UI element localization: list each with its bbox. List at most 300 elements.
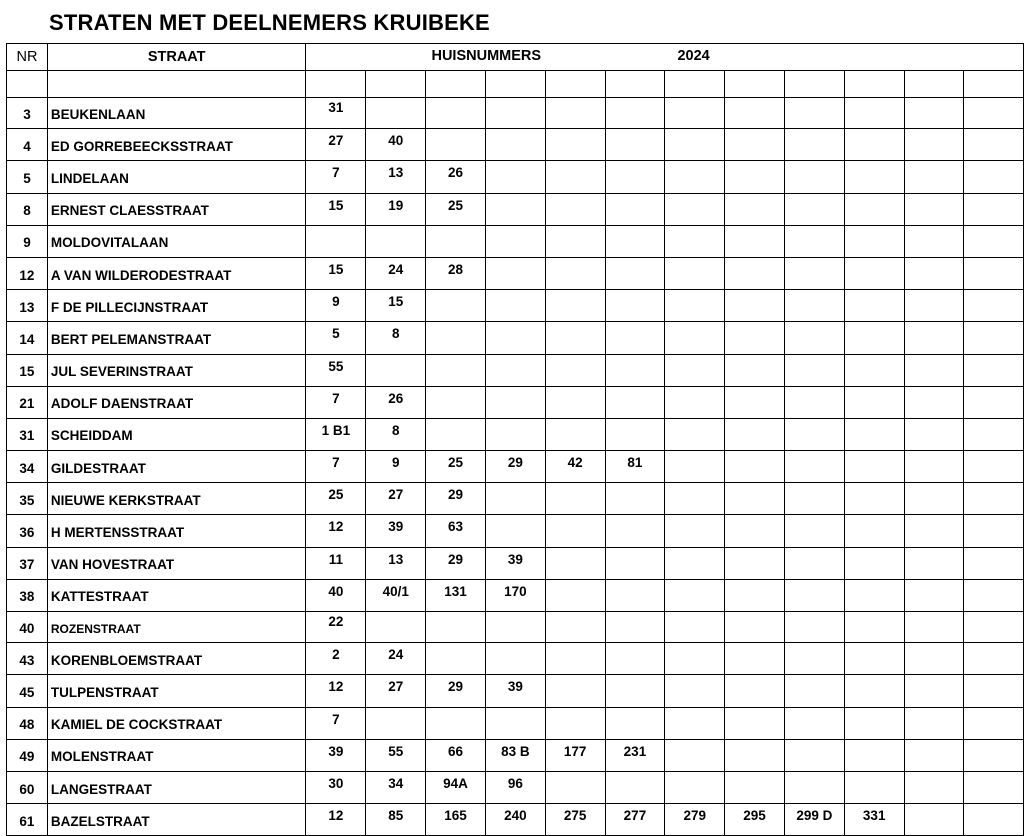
house-number-cell: 27	[366, 675, 426, 707]
house-number-cell	[844, 290, 904, 322]
house-number-cell	[665, 483, 725, 515]
house-number-cell	[545, 225, 605, 257]
house-number-cell: 299 D	[784, 804, 844, 836]
house-number-cell	[725, 547, 785, 579]
house-number-cell: 94A	[426, 771, 486, 803]
blank-cell	[545, 71, 605, 98]
house-number-cell	[844, 612, 904, 643]
house-number-cell: 24	[366, 643, 426, 675]
house-number-cell	[844, 322, 904, 354]
house-number-cell: 66	[426, 739, 486, 771]
house-number-cell	[605, 418, 665, 450]
house-number-cell	[725, 98, 785, 129]
row-nr: 37	[7, 547, 48, 579]
house-number-cell	[545, 322, 605, 354]
house-number-cell: 12	[306, 515, 366, 547]
house-number-cell	[904, 739, 964, 771]
house-number-cell	[784, 483, 844, 515]
row-nr: 34	[7, 451, 48, 483]
row-straat: ROZENSTRAAT	[47, 612, 306, 643]
blank-cell	[904, 71, 964, 98]
house-number-cell	[545, 290, 605, 322]
house-number-cell	[964, 707, 1024, 739]
blank-cell	[485, 71, 545, 98]
house-number-cell	[485, 707, 545, 739]
house-number-cell: 28	[426, 257, 486, 289]
house-number-cell: 2	[306, 643, 366, 675]
house-number-cell: 7	[306, 451, 366, 483]
row-straat: LANGESTRAAT	[47, 771, 306, 803]
house-number-cell	[725, 483, 785, 515]
house-number-cell: 27	[366, 483, 426, 515]
house-number-cell	[545, 129, 605, 161]
house-number-cell	[844, 739, 904, 771]
house-number-cell	[844, 707, 904, 739]
house-number-cell: 39	[485, 675, 545, 707]
house-number-cell	[665, 161, 725, 193]
house-number-cell	[904, 547, 964, 579]
row-straat: ERNEST CLAESSTRAAT	[47, 193, 306, 225]
house-number-cell	[784, 290, 844, 322]
streets-table	[6, 43, 1024, 836]
house-number-cell	[725, 386, 785, 418]
row-straat: MOLDOVITALAAN	[47, 225, 306, 257]
house-number-cell: 15	[306, 193, 366, 225]
house-number-cell	[904, 418, 964, 450]
house-number-cell	[545, 515, 605, 547]
row-straat: F DE PILLECIJNSTRAAT	[47, 290, 306, 322]
house-number-cell	[665, 771, 725, 803]
house-number-cell	[485, 225, 545, 257]
house-number-cell: 30	[306, 771, 366, 803]
house-number-cell	[545, 675, 605, 707]
house-number-cell	[784, 161, 844, 193]
house-number-cell	[904, 707, 964, 739]
row-straat: TULPENSTRAAT	[47, 675, 306, 707]
house-number-cell	[725, 418, 785, 450]
house-number-cell	[725, 354, 785, 386]
house-number-cell	[545, 483, 605, 515]
house-number-cell: 279	[665, 804, 725, 836]
row-straat: KORENBLOEMSTRAAT	[47, 643, 306, 675]
house-number-cell	[545, 547, 605, 579]
house-number-cell	[485, 483, 545, 515]
house-number-cell	[665, 225, 725, 257]
house-number-cell	[426, 290, 486, 322]
house-number-cell	[545, 354, 605, 386]
row-straat: VAN HOVESTRAAT	[47, 547, 306, 579]
house-number-cell	[426, 98, 486, 129]
row-nr: 13	[7, 290, 48, 322]
house-number-cell	[605, 515, 665, 547]
house-number-cell	[665, 451, 725, 483]
table-row	[7, 771, 1024, 803]
house-number-cell: 83 B	[485, 739, 545, 771]
house-number-cell	[725, 643, 785, 675]
house-number-cell	[844, 579, 904, 611]
house-number-cell	[605, 386, 665, 418]
house-number-cell	[605, 290, 665, 322]
house-number-cell	[904, 804, 964, 836]
house-number-cell: 331	[844, 804, 904, 836]
house-number-cell	[904, 322, 964, 354]
house-number-cell	[545, 643, 605, 675]
house-number-cell	[904, 675, 964, 707]
house-number-cell	[844, 386, 904, 418]
row-straat: ADOLF DAENSTRAAT	[47, 386, 306, 418]
house-number-cell	[964, 739, 1024, 771]
house-number-cell	[784, 418, 844, 450]
house-number-cell	[725, 129, 785, 161]
house-number-cell: 12	[306, 804, 366, 836]
table-row	[7, 515, 1024, 547]
house-number-cell	[844, 451, 904, 483]
table-row	[7, 354, 1024, 386]
house-number-cell	[665, 643, 725, 675]
house-number-cell	[545, 161, 605, 193]
page-title: STRATEN MET DEELNEMERS KRUIBEKE	[49, 10, 490, 35]
house-number-cell	[964, 98, 1024, 129]
blank-cell	[47, 71, 306, 98]
blank-cell	[964, 71, 1024, 98]
house-number-cell	[844, 257, 904, 289]
header-nr: NR	[7, 44, 48, 71]
table-row	[7, 225, 1024, 257]
house-number-cell	[844, 643, 904, 675]
house-number-cell	[605, 675, 665, 707]
house-number-cell	[545, 579, 605, 611]
house-number-cell	[964, 612, 1024, 643]
house-number-cell: 7	[306, 386, 366, 418]
row-straat: BEUKENLAAN	[47, 98, 306, 129]
house-number-cell	[545, 707, 605, 739]
house-number-cell	[545, 771, 605, 803]
header-row	[7, 44, 1024, 71]
house-number-cell	[725, 193, 785, 225]
house-number-cell	[784, 98, 844, 129]
house-number-cell	[485, 290, 545, 322]
house-number-cell	[844, 161, 904, 193]
row-straat: KATTESTRAAT	[47, 579, 306, 611]
house-number-cell	[844, 418, 904, 450]
house-number-cell	[904, 257, 964, 289]
table-row	[7, 643, 1024, 675]
row-nr: 43	[7, 643, 48, 675]
house-number-cell	[964, 322, 1024, 354]
house-number-cell: 40	[366, 129, 426, 161]
house-number-cell	[964, 193, 1024, 225]
header-year: 2024	[677, 48, 710, 64]
house-number-cell	[964, 451, 1024, 483]
house-number-cell	[725, 225, 785, 257]
row-straat: BAZELSTRAAT	[47, 804, 306, 836]
house-number-cell: 29	[426, 547, 486, 579]
house-number-cell: 40/1	[366, 579, 426, 611]
house-number-cell: 39	[366, 515, 426, 547]
house-number-cell	[485, 193, 545, 225]
house-number-cell: 277	[605, 804, 665, 836]
table-row	[7, 322, 1024, 354]
house-number-cell: 42	[545, 451, 605, 483]
house-number-cell	[426, 612, 486, 643]
house-number-cell	[366, 707, 426, 739]
row-straat: KAMIEL DE COCKSTRAAT	[47, 707, 306, 739]
house-number-cell: 7	[306, 161, 366, 193]
house-number-cell	[426, 354, 486, 386]
row-nr: 36	[7, 515, 48, 547]
house-number-cell	[665, 579, 725, 611]
row-nr: 31	[7, 418, 48, 450]
house-number-cell	[485, 643, 545, 675]
house-number-cell	[545, 193, 605, 225]
house-number-cell	[665, 354, 725, 386]
house-number-cell	[485, 418, 545, 450]
row-nr: 35	[7, 483, 48, 515]
house-number-cell	[784, 739, 844, 771]
row-nr: 40	[7, 612, 48, 643]
header-straat: STRAAT	[47, 44, 306, 71]
house-number-cell	[366, 225, 426, 257]
row-nr: 21	[7, 386, 48, 418]
house-number-cell	[964, 675, 1024, 707]
table-row	[7, 483, 1024, 515]
house-number-cell	[904, 193, 964, 225]
house-number-cell	[844, 515, 904, 547]
house-number-cell	[904, 225, 964, 257]
row-nr: 38	[7, 579, 48, 611]
blank-cell	[605, 71, 665, 98]
house-number-cell	[665, 675, 725, 707]
house-number-cell	[725, 612, 785, 643]
table-row	[7, 451, 1024, 483]
house-number-cell: 40	[306, 579, 366, 611]
house-number-cell	[964, 225, 1024, 257]
house-number-cell	[725, 322, 785, 354]
row-nr: 12	[7, 257, 48, 289]
house-number-cell	[366, 98, 426, 129]
house-number-cell: 63	[426, 515, 486, 547]
house-number-cell	[665, 193, 725, 225]
house-number-cell	[784, 322, 844, 354]
house-number-cell: 31	[306, 98, 366, 129]
house-number-cell	[485, 129, 545, 161]
house-number-cell	[964, 643, 1024, 675]
house-number-cell	[784, 612, 844, 643]
house-number-cell	[844, 771, 904, 803]
house-number-cell	[426, 707, 486, 739]
table-row	[7, 257, 1024, 289]
house-number-cell	[964, 257, 1024, 289]
house-number-cell	[605, 193, 665, 225]
house-number-cell: 81	[605, 451, 665, 483]
house-number-cell	[964, 386, 1024, 418]
house-number-cell	[784, 451, 844, 483]
house-number-cell	[844, 98, 904, 129]
house-number-cell	[426, 322, 486, 354]
house-number-cell	[904, 483, 964, 515]
blank-cell	[844, 71, 904, 98]
house-number-cell	[904, 161, 964, 193]
house-number-cell: 177	[545, 739, 605, 771]
house-number-cell: 7	[306, 707, 366, 739]
house-number-cell: 29	[485, 451, 545, 483]
house-number-cell	[784, 707, 844, 739]
house-number-cell	[784, 771, 844, 803]
house-number-cell	[844, 675, 904, 707]
house-number-cell	[605, 354, 665, 386]
house-number-cell	[964, 515, 1024, 547]
house-number-cell: 25	[426, 451, 486, 483]
blank-cell	[665, 71, 725, 98]
row-straat: MOLENSTRAAT	[47, 739, 306, 771]
house-number-cell	[784, 354, 844, 386]
house-number-cell	[605, 98, 665, 129]
house-number-cell	[665, 98, 725, 129]
house-number-cell	[545, 386, 605, 418]
table-row	[7, 129, 1024, 161]
house-number-cell	[725, 771, 785, 803]
house-number-cell	[725, 675, 785, 707]
row-nr: 45	[7, 675, 48, 707]
table-row	[7, 418, 1024, 450]
house-number-cell	[784, 386, 844, 418]
house-number-cell: 275	[545, 804, 605, 836]
house-number-cell	[904, 386, 964, 418]
house-number-cell	[964, 161, 1024, 193]
table-row	[7, 739, 1024, 771]
house-number-cell	[605, 257, 665, 289]
house-number-cell	[485, 354, 545, 386]
house-number-cell: 165	[426, 804, 486, 836]
house-number-cell	[725, 161, 785, 193]
row-nr: 61	[7, 804, 48, 836]
house-number-cell	[665, 418, 725, 450]
house-number-cell	[964, 547, 1024, 579]
row-nr: 15	[7, 354, 48, 386]
house-number-cell	[545, 257, 605, 289]
house-number-cell	[904, 643, 964, 675]
house-number-cell	[904, 290, 964, 322]
house-number-cell	[725, 257, 785, 289]
blank-row	[7, 71, 1024, 98]
house-number-cell	[844, 354, 904, 386]
row-straat: A VAN WILDERODESTRAAT	[47, 257, 306, 289]
house-number-cell: 8	[366, 418, 426, 450]
row-straat: H MERTENSSTRAAT	[47, 515, 306, 547]
house-number-cell	[605, 483, 665, 515]
house-number-cell	[844, 193, 904, 225]
house-number-cell: 96	[485, 771, 545, 803]
house-number-cell: 9	[306, 290, 366, 322]
house-number-cell	[725, 707, 785, 739]
row-nr: 49	[7, 739, 48, 771]
house-number-cell: 170	[485, 579, 545, 611]
house-number-cell	[725, 579, 785, 611]
house-number-cell: 9	[366, 451, 426, 483]
table-row	[7, 707, 1024, 739]
house-number-cell: 39	[306, 739, 366, 771]
house-number-cell: 55	[366, 739, 426, 771]
house-number-cell	[426, 418, 486, 450]
blank-cell	[306, 71, 366, 98]
house-number-cell	[485, 612, 545, 643]
house-number-cell	[545, 612, 605, 643]
house-number-cell	[725, 290, 785, 322]
house-number-cell	[784, 515, 844, 547]
house-number-cell	[366, 612, 426, 643]
blank-cell	[725, 71, 785, 98]
house-number-cell	[784, 225, 844, 257]
house-number-cell	[665, 547, 725, 579]
house-number-cell: 39	[485, 547, 545, 579]
house-number-cell	[904, 451, 964, 483]
house-number-cell	[665, 290, 725, 322]
blank-cell	[426, 71, 486, 98]
house-number-cell	[665, 322, 725, 354]
blank-cell	[784, 71, 844, 98]
house-number-cell: 240	[485, 804, 545, 836]
house-number-cell	[366, 354, 426, 386]
house-number-cell: 19	[366, 193, 426, 225]
house-number-cell	[784, 129, 844, 161]
house-number-cell	[725, 515, 785, 547]
house-number-cell: 13	[366, 161, 426, 193]
house-number-cell	[485, 386, 545, 418]
house-number-cell	[485, 515, 545, 547]
house-number-cell	[964, 804, 1024, 836]
house-number-cell	[964, 129, 1024, 161]
house-number-cell	[605, 322, 665, 354]
house-number-cell: 15	[306, 257, 366, 289]
row-straat: ED GORREBEECKSSTRAAT	[47, 129, 306, 161]
house-number-cell: 13	[366, 547, 426, 579]
row-nr: 4	[7, 129, 48, 161]
row-straat: NIEUWE KERKSTRAAT	[47, 483, 306, 515]
house-number-cell	[605, 771, 665, 803]
house-number-cell	[665, 739, 725, 771]
house-number-cell: 11	[306, 547, 366, 579]
house-number-cell	[605, 225, 665, 257]
house-number-cell	[605, 579, 665, 611]
house-number-cell: 25	[426, 193, 486, 225]
row-straat: SCHEIDDAM	[47, 418, 306, 450]
house-number-cell	[485, 322, 545, 354]
row-straat: LINDELAAN	[47, 161, 306, 193]
header-huisnummers-cell	[306, 44, 1024, 71]
house-number-cell	[964, 771, 1024, 803]
house-number-cell	[545, 418, 605, 450]
house-number-cell	[784, 643, 844, 675]
house-number-cell	[725, 451, 785, 483]
row-nr: 60	[7, 771, 48, 803]
house-number-cell: 22	[306, 612, 366, 643]
house-number-cell: 25	[306, 483, 366, 515]
row-nr: 48	[7, 707, 48, 739]
house-number-cell	[605, 643, 665, 675]
house-number-cell	[784, 257, 844, 289]
house-number-cell: 15	[366, 290, 426, 322]
house-number-cell	[605, 707, 665, 739]
house-number-cell	[964, 290, 1024, 322]
house-number-cell: 85	[366, 804, 426, 836]
house-number-cell: 24	[366, 257, 426, 289]
row-nr: 3	[7, 98, 48, 129]
table-row	[7, 386, 1024, 418]
house-number-cell	[306, 225, 366, 257]
house-number-cell	[844, 129, 904, 161]
house-number-cell	[485, 98, 545, 129]
header-huisnummers: HUISNUMMERS	[431, 48, 542, 64]
